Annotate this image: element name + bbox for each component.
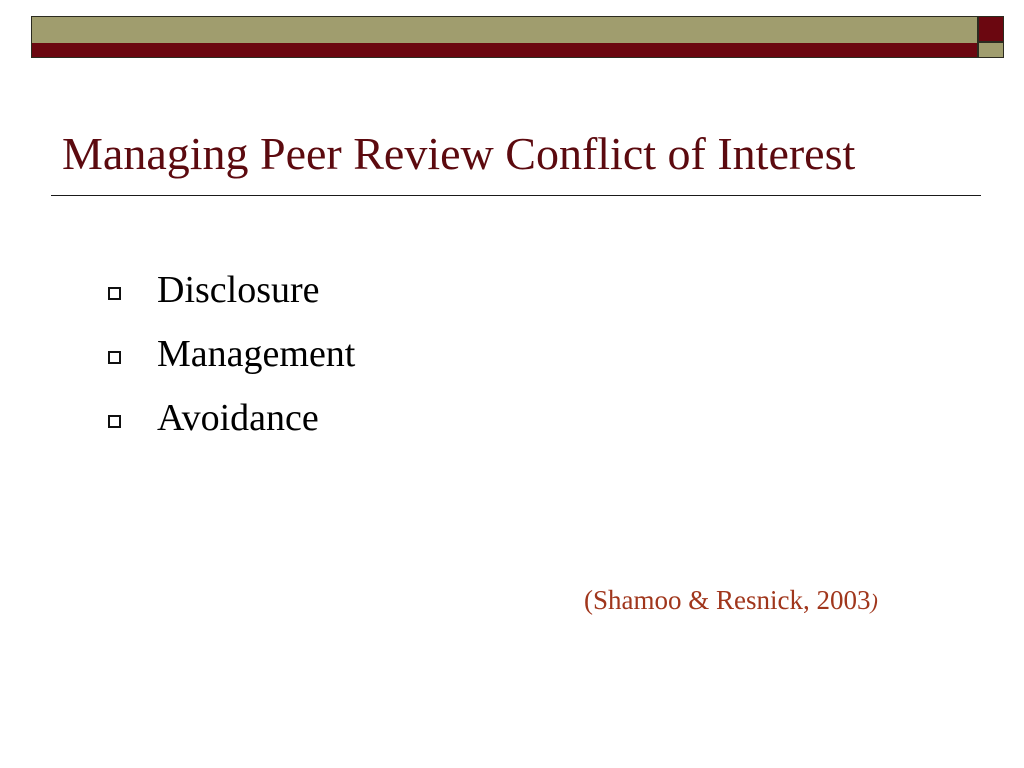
- bullet-label: Management: [157, 333, 356, 375]
- corner-square-maroon: [978, 16, 1004, 42]
- slide-title: Managing Peer Review Conflict of Interest: [62, 128, 856, 179]
- bullet-list: [108, 258, 355, 450]
- citation-text: (Shamoo & Resnick, 2003: [584, 585, 871, 615]
- citation-close-paren: ): [870, 589, 878, 614]
- header-band: [31, 16, 978, 58]
- list-item: [108, 258, 355, 322]
- header-band-maroon-stripe: [32, 43, 977, 58]
- list-item: [108, 386, 355, 450]
- corner-square-olive: [978, 42, 1004, 58]
- hollow-square-bullet-icon: [108, 415, 121, 428]
- list-item: [108, 322, 355, 386]
- title-divider: [51, 195, 981, 196]
- bullet-label: Avoidance: [157, 397, 319, 439]
- bullet-label: Disclosure: [157, 269, 320, 311]
- header-band-olive-stripe: [32, 17, 977, 43]
- hollow-square-bullet-icon: [108, 287, 121, 300]
- citation: [584, 583, 878, 619]
- hollow-square-bullet-icon: [108, 351, 121, 364]
